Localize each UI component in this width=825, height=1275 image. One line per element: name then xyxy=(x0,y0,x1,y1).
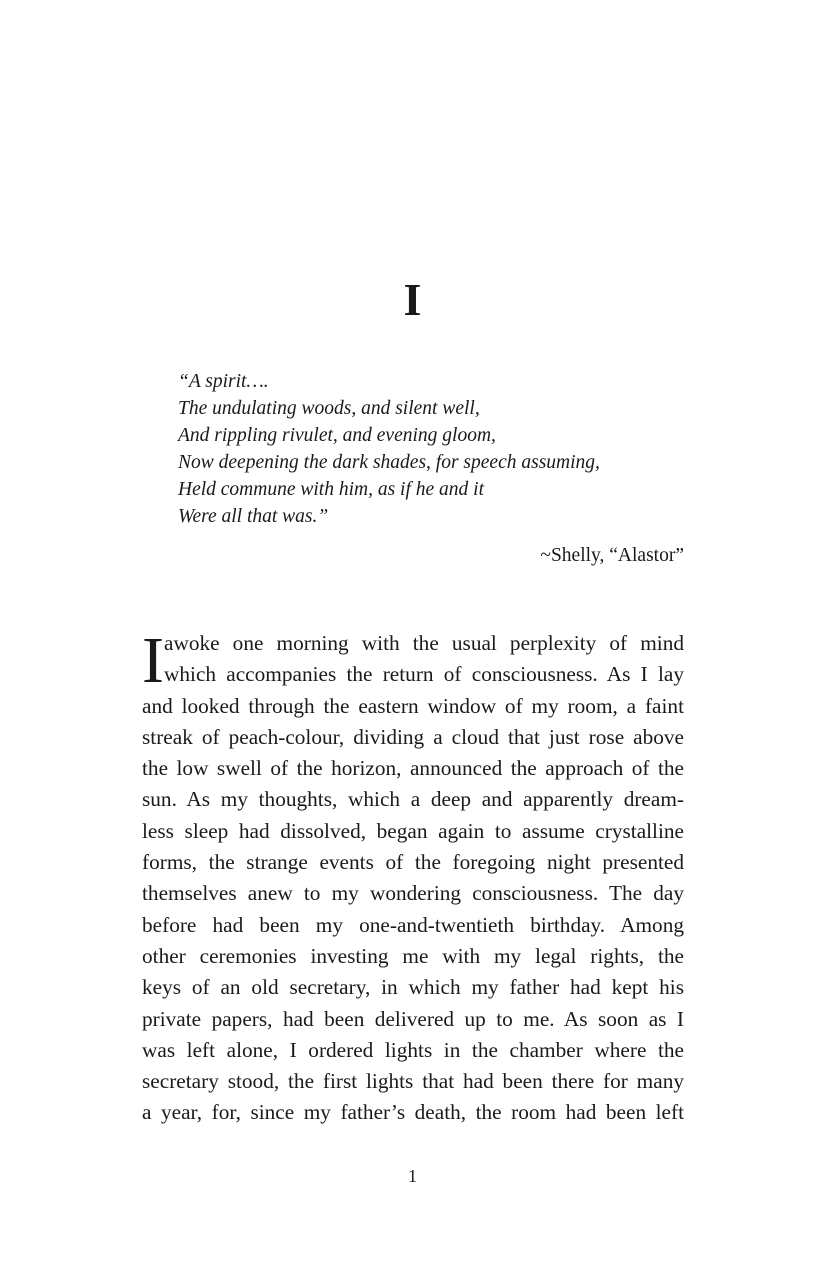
body-line: awoke one morning with the usual perplexity of mind xyxy=(164,631,684,655)
body-line: other ceremonies investing me with my legal rights, the xyxy=(142,943,684,968)
body-line: before had been my one-and-twentieth birthday. Among xyxy=(142,912,684,937)
epigraph xyxy=(178,368,684,530)
body-line: and looked through the eastern window of my room, a faint xyxy=(142,693,684,718)
body-line: keys of an old secretary, in which my father had kept his xyxy=(142,975,684,1000)
body-line: secretary stood, the first lights that had been there for many xyxy=(142,1069,684,1094)
epigraph-line: Now deepening the dark shades, for speech assuming, xyxy=(178,452,600,473)
epigraph-attribution: ~Shelly, “Alastor” xyxy=(540,545,684,566)
body-text xyxy=(142,624,684,1129)
body-line: a year, for, since my father’s death, the room had been left xyxy=(142,1100,684,1125)
body-line: the low swell of the horizon, announced the approach of the xyxy=(142,756,684,781)
body-line: was left alone, I ordered lights in the chamber where the xyxy=(142,1037,684,1062)
body-line: sun. As my thoughts, which a deep and apparently dream- xyxy=(142,787,684,812)
page-number: 1 xyxy=(408,1166,417,1186)
body-line: streak of peach-colour, dividing a cloud that just rose above xyxy=(142,724,684,749)
body-line: private papers, had been delivered up to me. As soon as I xyxy=(142,1006,684,1031)
epigraph-line: And rippling rivulet, and evening gloom, xyxy=(178,425,496,446)
body-line: forms, the strange events of the foregoing night presented xyxy=(142,850,684,875)
epigraph-line: The undulating woods, and silent well, xyxy=(178,398,480,419)
epigraph-line: Were all that was.” xyxy=(178,506,329,527)
body-line: themselves anew to my wondering consciousness. The day xyxy=(142,881,684,906)
epigraph-line: “A spirit…. xyxy=(178,371,269,392)
drop-cap: I xyxy=(142,624,164,697)
body-line: which accompanies the return of consciousness. As I lay xyxy=(164,662,684,687)
body-line: less sleep had dissolved, began again to assume crystalline xyxy=(142,818,684,843)
chapter-numeral: I xyxy=(403,274,422,325)
epigraph-line: Held commune with him, as if he and it xyxy=(178,479,485,500)
